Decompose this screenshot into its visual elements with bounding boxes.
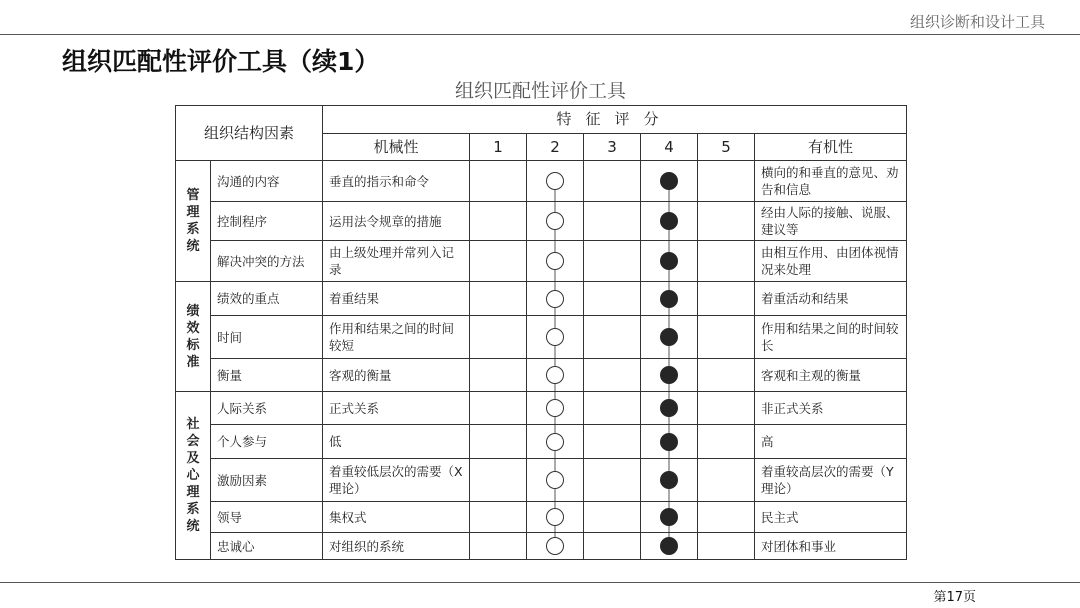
score-cell-1	[470, 161, 527, 202]
factor-header: 组织结构因素	[176, 106, 323, 161]
table-row	[176, 459, 907, 502]
factor-cell: 激励因素	[211, 459, 323, 502]
footer-divider	[0, 582, 1080, 583]
scale-4: 4	[641, 134, 698, 161]
filled-circle-marker	[660, 433, 678, 451]
score-cell-5	[698, 161, 755, 202]
factor-cell: 绩效的重点	[211, 282, 323, 316]
score-cell-2	[527, 241, 584, 282]
hollow-circle-marker	[546, 366, 564, 384]
organic-cell: 民主式	[755, 502, 907, 533]
score-cell-2	[527, 425, 584, 459]
score-cell-4	[641, 241, 698, 282]
score-cell-2	[527, 316, 584, 359]
organic-cell: 横向的和垂直的意见、劝告和信息	[755, 161, 907, 202]
hollow-circle-marker	[546, 471, 564, 489]
table-row	[176, 502, 907, 533]
hollow-circle-marker	[546, 328, 564, 346]
filled-circle-marker	[660, 212, 678, 230]
score-cell-1	[470, 502, 527, 533]
organic-header: 有机性	[755, 134, 907, 161]
scale-3: 3	[584, 134, 641, 161]
score-cell-2	[527, 202, 584, 241]
score-cell-5	[698, 241, 755, 282]
mechanistic-cell: 运用法令规章的措施	[323, 202, 470, 241]
filled-circle-marker	[660, 471, 678, 489]
score-cell-5	[698, 459, 755, 502]
table-row	[176, 533, 907, 560]
score-cell-3	[584, 425, 641, 459]
score-cell-4	[641, 282, 698, 316]
evaluation-table	[175, 105, 907, 560]
scale-2: 2	[527, 134, 584, 161]
score-cell-2	[527, 282, 584, 316]
mechanistic-cell: 客观的衡量	[323, 359, 470, 392]
mechanistic-cell: 集权式	[323, 502, 470, 533]
score-cell-5	[698, 502, 755, 533]
table-row	[176, 359, 907, 392]
score-cell-5	[698, 202, 755, 241]
score-cell-2	[527, 533, 584, 560]
factor-cell: 领导	[211, 502, 323, 533]
score-cell-1	[470, 316, 527, 359]
score-cell-5	[698, 359, 755, 392]
table-row	[176, 316, 907, 359]
score-cell-3	[584, 282, 641, 316]
score-cell-3	[584, 316, 641, 359]
score-cell-4	[641, 392, 698, 425]
score-cell-3	[584, 502, 641, 533]
group-label: 绩 效 标 准	[176, 282, 211, 392]
score-cell-3	[584, 241, 641, 282]
factor-cell: 时间	[211, 316, 323, 359]
score-cell-2	[527, 392, 584, 425]
score-cell-4	[641, 425, 698, 459]
filled-circle-marker	[660, 399, 678, 417]
factor-cell: 控制程序	[211, 202, 323, 241]
score-cell-5	[698, 392, 755, 425]
organic-cell: 非正式关系	[755, 392, 907, 425]
mechanistic-cell: 着重结果	[323, 282, 470, 316]
mechanistic-cell: 对组织的系统	[323, 533, 470, 560]
score-header: 特征评分	[323, 106, 907, 134]
table-body	[176, 161, 907, 560]
page-title: 组织匹配性评价工具（续1）	[62, 47, 380, 76]
header-divider	[0, 34, 1080, 35]
group-label: 社 会 及 心 理 系 统	[176, 392, 211, 560]
filled-circle-marker	[660, 508, 678, 526]
table-row	[176, 425, 907, 459]
score-cell-1	[470, 392, 527, 425]
factor-cell: 衡量	[211, 359, 323, 392]
score-cell-1	[470, 241, 527, 282]
filled-circle-marker	[660, 328, 678, 346]
score-cell-2	[527, 459, 584, 502]
score-cell-3	[584, 202, 641, 241]
mechanistic-cell: 作用和结果之间的时间较短	[323, 316, 470, 359]
hollow-circle-marker	[546, 508, 564, 526]
hollow-circle-marker	[546, 399, 564, 417]
score-cell-3	[584, 359, 641, 392]
mechanistic-cell: 正式关系	[323, 392, 470, 425]
score-cell-1	[470, 282, 527, 316]
factor-cell: 忠诚心	[211, 533, 323, 560]
factor-cell: 沟通的内容	[211, 161, 323, 202]
score-cell-1	[470, 359, 527, 392]
score-cell-4	[641, 359, 698, 392]
score-cell-4	[641, 161, 698, 202]
score-cell-3	[584, 533, 641, 560]
hollow-circle-marker	[546, 537, 564, 555]
hollow-circle-marker	[546, 433, 564, 451]
table-caption: 组织匹配性评价工具	[454, 80, 626, 102]
mechanistic-cell: 垂直的指示和命令	[323, 161, 470, 202]
mechanistic-cell: 着重较低层次的需要（X理论）	[323, 459, 470, 502]
filled-circle-marker	[660, 252, 678, 270]
filled-circle-marker	[660, 366, 678, 384]
scale-5: 5	[698, 134, 755, 161]
organic-cell: 高	[755, 425, 907, 459]
score-cell-5	[698, 316, 755, 359]
score-cell-2	[527, 161, 584, 202]
score-cell-4	[641, 533, 698, 560]
organic-cell: 作用和结果之间的时间较长	[755, 316, 907, 359]
scale-1: 1	[470, 134, 527, 161]
organic-cell: 客观和主观的衡量	[755, 359, 907, 392]
organic-cell: 对团体和事业	[755, 533, 907, 560]
factor-cell: 人际关系	[211, 392, 323, 425]
score-cell-1	[470, 425, 527, 459]
organic-cell: 由相互作用、由团体视情况来处理	[755, 241, 907, 282]
organic-cell: 着重较高层次的需要（Y理论）	[755, 459, 907, 502]
hollow-circle-marker	[546, 290, 564, 308]
score-cell-1	[470, 202, 527, 241]
filled-circle-marker	[660, 537, 678, 555]
table-row	[176, 241, 907, 282]
score-cell-2	[527, 502, 584, 533]
factor-cell: 解决冲突的方法	[211, 241, 323, 282]
score-cell-4	[641, 459, 698, 502]
hollow-circle-marker	[546, 252, 564, 270]
score-cell-1	[470, 459, 527, 502]
filled-circle-marker	[660, 290, 678, 308]
score-cell-1	[470, 533, 527, 560]
mechanistic-cell: 由上级处理并常列入记录	[323, 241, 470, 282]
score-cell-5	[698, 425, 755, 459]
score-cell-3	[584, 459, 641, 502]
table-row	[176, 392, 907, 425]
score-cell-3	[584, 161, 641, 202]
score-cell-4	[641, 202, 698, 241]
factor-cell: 个人参与	[211, 425, 323, 459]
mechanistic-cell: 低	[323, 425, 470, 459]
score-cell-5	[698, 533, 755, 560]
hollow-circle-marker	[546, 172, 564, 190]
header-row-top	[176, 106, 907, 134]
hollow-circle-marker	[546, 212, 564, 230]
filled-circle-marker	[660, 172, 678, 190]
score-cell-4	[641, 502, 698, 533]
score-cell-5	[698, 282, 755, 316]
table-row	[176, 202, 907, 241]
mechanistic-header: 机械性	[323, 134, 470, 161]
group-label: 管 理 系 统	[176, 161, 211, 282]
brand-label: 组织诊断和设计工具	[909, 13, 1045, 31]
score-cell-4	[641, 316, 698, 359]
table-row	[176, 282, 907, 316]
score-cell-2	[527, 359, 584, 392]
page-number: 第17页	[933, 590, 976, 605]
organic-cell: 经由人际的接触、说服、建议等	[755, 202, 907, 241]
score-cell-3	[584, 392, 641, 425]
organic-cell: 着重活动和结果	[755, 282, 907, 316]
table-row	[176, 161, 907, 202]
